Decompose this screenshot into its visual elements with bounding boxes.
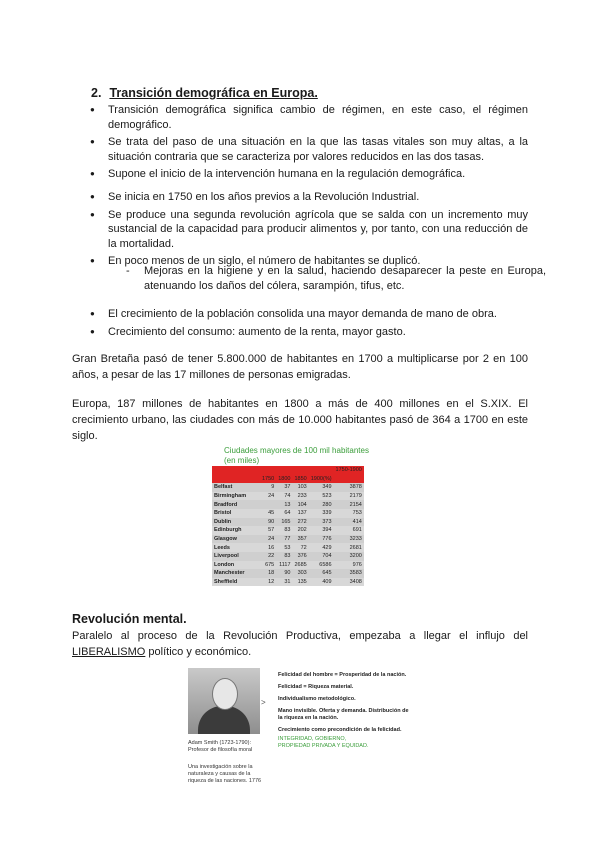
table-cell: 753 [334, 509, 364, 518]
table-cell: 135 [293, 578, 309, 587]
table-row [212, 492, 364, 501]
table-cell: 74 [276, 492, 292, 501]
adam-smith-figure [188, 668, 410, 788]
table-cell: 776 [309, 535, 334, 544]
table-row [212, 543, 364, 552]
table-cell: 9 [260, 483, 276, 492]
table-cell: 53 [276, 543, 292, 552]
table-cell: 137 [293, 509, 309, 518]
city-name: Leeds [212, 543, 260, 552]
cities-table-figure [212, 446, 392, 594]
table-cell: 414 [334, 518, 364, 527]
table-row [212, 578, 364, 587]
span-header: 1750-1900 [335, 467, 362, 474]
table-cell: 6586 [309, 561, 334, 570]
table-cell: 37 [276, 483, 292, 492]
revolucion-paragraph: Paralelo al proceso de la Revolución Productiva, empezaba a llegar el influjo del LIBERALISMO político y económico. [72, 630, 528, 658]
table-cell [260, 500, 276, 509]
table-cell: 675 [260, 561, 276, 570]
cities-table [212, 466, 364, 586]
table-cell: 272 [293, 518, 309, 527]
city-name: Manchester [212, 569, 260, 578]
table-row [212, 535, 364, 544]
list-item: ● Se inicia en 1750 en los años previos a la Revolución Industrial. [90, 190, 528, 205]
section-heading [91, 86, 318, 100]
revolucion-heading: Revolución mental. [72, 612, 187, 626]
idea-item: Mano invisible. Oferta y demanda. Distribución de la riqueza en la nación. [278, 708, 409, 721]
table-cell: 83 [276, 552, 292, 561]
table-cell: 104 [293, 500, 309, 509]
table-cell: 429 [309, 543, 334, 552]
table-cell: 349 [309, 483, 334, 492]
table-row [212, 552, 364, 561]
city-name: Edinburgh [212, 526, 260, 535]
table-cell: 16 [260, 543, 276, 552]
table-cell: 3878 [334, 483, 364, 492]
table-cell: 24 [260, 535, 276, 544]
city-name: Liverpool [212, 552, 260, 561]
table-cell: 3233 [334, 535, 364, 544]
table-row [212, 569, 364, 578]
section-number: 2. [91, 86, 102, 100]
list-item: ● Supone el inicio de la intervención humana en la regulación demográfica. [90, 167, 528, 182]
table-cell: 523 [309, 492, 334, 501]
green-text: INTEGRIDAD, GOBIERNO, PROPIEDAD PRIVADA Y EQUIDAD. [278, 736, 369, 749]
bullet-list-c [90, 307, 528, 342]
table-cell: 57 [260, 526, 276, 535]
paragraph-gran-bretana: Gran Bretaña pasó de tener 5.800.000 de habitantes en 1700 a multiplicarse por 2 en 100 años, a pesar de las 17 millones de personas emigradas. [72, 353, 528, 381]
table-cell: 90 [276, 569, 292, 578]
list-item: ● Se produce una segunda revolución agrícola que se salda con un incremento muy sustancial de la capacidad para producir alimentos y, por tanto, con una reducción de la mortalidad. [90, 208, 528, 252]
table-header-row-2: 1750 1800 1850 1900(%) [212, 475, 364, 484]
arrow-icon: > [261, 698, 266, 707]
city-name: Belfast [212, 483, 260, 492]
table-cell: 1117 [276, 561, 292, 570]
table-cell: 24 [260, 492, 276, 501]
idea-item: Felicidad del hombre = Prosperidad de la nación. [278, 672, 407, 678]
table-row [212, 526, 364, 535]
city-name: Glasgow [212, 535, 260, 544]
table-cell: 2154 [334, 500, 364, 509]
table-row [212, 561, 364, 570]
city-name: Sheffield [212, 578, 260, 587]
idea-item: Felicidad = Riqueza material. [278, 684, 354, 690]
table-cell: 280 [309, 500, 334, 509]
liberalismo-link[interactable]: LIBERALISMO [72, 646, 146, 658]
table-row [212, 483, 364, 492]
table-cell: 90 [260, 518, 276, 527]
adam-smith-portrait [188, 668, 260, 734]
table-cell: 2179 [334, 492, 364, 501]
liberalism-ideas [278, 672, 410, 755]
table-cell: 12 [260, 578, 276, 587]
list-item: ● En poco menos de un siglo, el número de habitantes se duplicó. [90, 254, 528, 269]
city-name: Bristol [212, 509, 260, 518]
city-name: Bradford [212, 500, 260, 509]
table-row [212, 518, 364, 527]
table-cell: 3200 [334, 552, 364, 561]
table-cell: 64 [276, 509, 292, 518]
table-cell: 13 [276, 500, 292, 509]
table-cell: 103 [293, 483, 309, 492]
table-row [212, 509, 364, 518]
list-item: ● Transición demográfica significa cambio de régimen, en este caso, el régimen demográfico. [90, 103, 528, 132]
city-name: London [212, 561, 260, 570]
table-cell: 165 [276, 518, 292, 527]
table-cell: 976 [334, 561, 364, 570]
table-cell: 376 [293, 552, 309, 561]
list-item: ● Se trata del paso de una situación en la que las tasas vitales son muy altas, a la situación contraria que se caracteriza por valores reducidos en las dos tasas. [90, 135, 528, 164]
bullet-list-b [90, 190, 528, 272]
table-cell: 339 [309, 509, 334, 518]
city-name: Dublin [212, 518, 260, 527]
table-cell: 704 [309, 552, 334, 561]
list-item: ● Crecimiento del consumo: aumento de la renta, mayor gasto. [90, 325, 528, 340]
portrait-caption: Adam Smith (1723-1790): Profesor de filosofía moral [188, 740, 253, 753]
table-cell: 394 [309, 526, 334, 535]
idea-item: Crecimiento como precondición de la felicidad. [278, 727, 402, 733]
table-cell: 18 [260, 569, 276, 578]
table-cell: 45 [260, 509, 276, 518]
list-item: ● El crecimiento de la población consolida una mayor demanda de mano de obra. [90, 307, 528, 322]
table-cell: 77 [276, 535, 292, 544]
table-cell: 31 [276, 578, 292, 587]
table-cell: 22 [260, 552, 276, 561]
table-cell: 691 [334, 526, 364, 535]
table-cell: 233 [293, 492, 309, 501]
book-caption: Una investigación sobre la naturaleza y causas de la riqueza de las naciones. 1776 [188, 764, 262, 784]
table-cell: 3408 [334, 578, 364, 587]
table-caption: Ciudades mayores de 100 mil habitantes (en miles) [224, 446, 369, 465]
table-cell: 202 [293, 526, 309, 535]
table-cell: 2681 [334, 543, 364, 552]
city-name: Birmingham [212, 492, 260, 501]
table-cell: 373 [309, 518, 334, 527]
table-row [212, 500, 364, 509]
table-cell: 357 [293, 535, 309, 544]
bullet-list-a [90, 103, 528, 185]
idea-item: Individualismo metodológico. [278, 696, 356, 702]
table-cell: 2685 [294, 561, 307, 568]
table-cell: 409 [309, 578, 334, 587]
table-cell: 645 [309, 569, 334, 578]
table-cell: 303 [293, 569, 309, 578]
sub-bullet: - Mejoras en la higiene y en la salud, haciendo desaparecer la peste en Europa, atenuando los daños del cólera, sarampión, tifus, etc. [126, 264, 546, 293]
table-cell: 72 [293, 543, 309, 552]
section-title: Transición demográfica en Europa. [109, 86, 318, 100]
table-cell: 83 [276, 526, 292, 535]
paragraph-europa: Europa, 187 millones de habitantes en 1800 a más de 400 millones en el S.XIX. El crecimiento urbano, las ciudades con más de 10.000 habitantes pasó de 364 a 1700 en este siglo. [72, 398, 528, 442]
table-cell: 3583 [334, 569, 364, 578]
table-header-row-1 [212, 466, 364, 475]
